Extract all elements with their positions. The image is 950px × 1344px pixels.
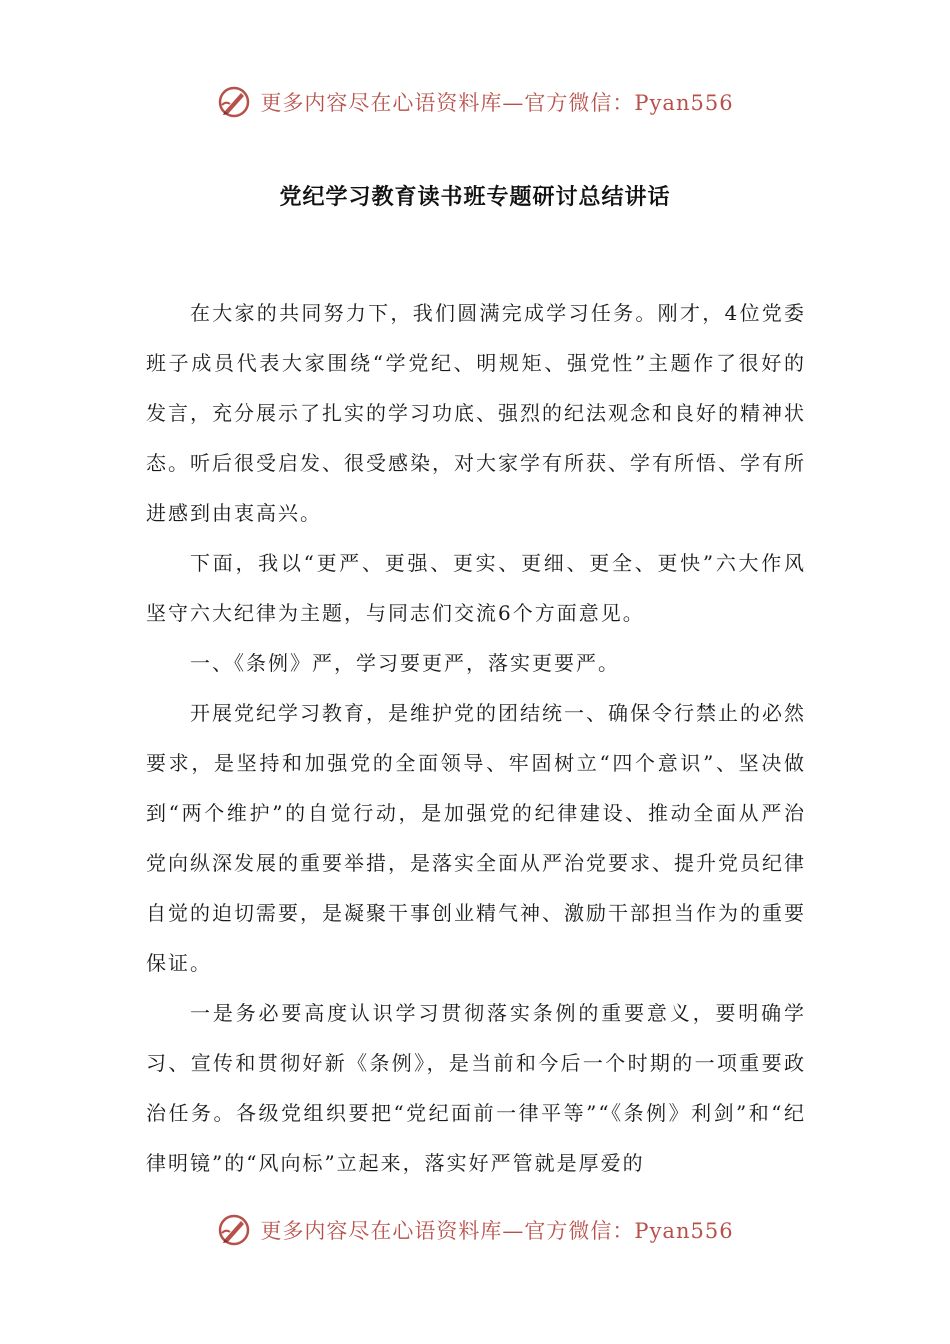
pen-logo-icon: [216, 84, 252, 120]
watermark-banner-bottom: [0, 1208, 950, 1252]
document-title: 党纪学习教育读书班专题研讨总结讲话: [279, 185, 671, 210]
watermark-text: 更多内容尽在心语资料库—官方微信：Pyan556: [260, 1219, 734, 1243]
paragraph-point-1: 一是务必要高度认识学习贯彻落实条例的重要意义，要明确学习、宣传和贯彻好新《条例》，是当前和今后一个时期的一项重要政治任务。各级党组织要把“党纪面前一律平等”“《条例》利剑”和“纪律明镜”的“风向标”立起来，落实好严管就是厚爱的: [146, 1001, 806, 1175]
watermark-text: 更多内容尽在心语资料库—官方微信：Pyan556: [260, 91, 734, 115]
section-heading-1: 一、《条例》严，学习要更严，落实更要严。: [190, 651, 620, 675]
paragraph-intro: 在大家的共同努力下，我们圆满完成学习任务。刚才，4位党委班子成员代表大家围绕“学党纪、明规矩、强党性”主题作了很好的发言，充分展示了扎实的学习功底、强烈的纪法观念和良好的精神状态。听后很受启发、很受感染，对大家学有所获、学有所悟、学有所进感到由衷高兴。: [146, 301, 806, 525]
pen-logo-icon: [216, 1212, 252, 1248]
paragraph-significance: 开展党纪学习教育，是维护党的团结统一、确保令行禁止的必然要求，是坚持和加强党的全面领导、牢固树立“四个意识”、坚决做到“两个维护”的自觉行动，是加强党的纪律建设、推动全面从严治党向纵深发展的重要举措，是落实全面从严治党要求、提升党员纪律自觉的迫切需要，是凝聚干事创业精气神、激励干部担当作为的重要保证。: [146, 701, 806, 975]
paragraph-theme: 下面，我以“更严、更强、更实、更细、更全、更快”六大作风坚守六大纪律为主题，与同志们交流6个方面意见。: [146, 551, 806, 625]
watermark-banner-top: [0, 80, 950, 124]
document-body: [146, 288, 806, 1188]
